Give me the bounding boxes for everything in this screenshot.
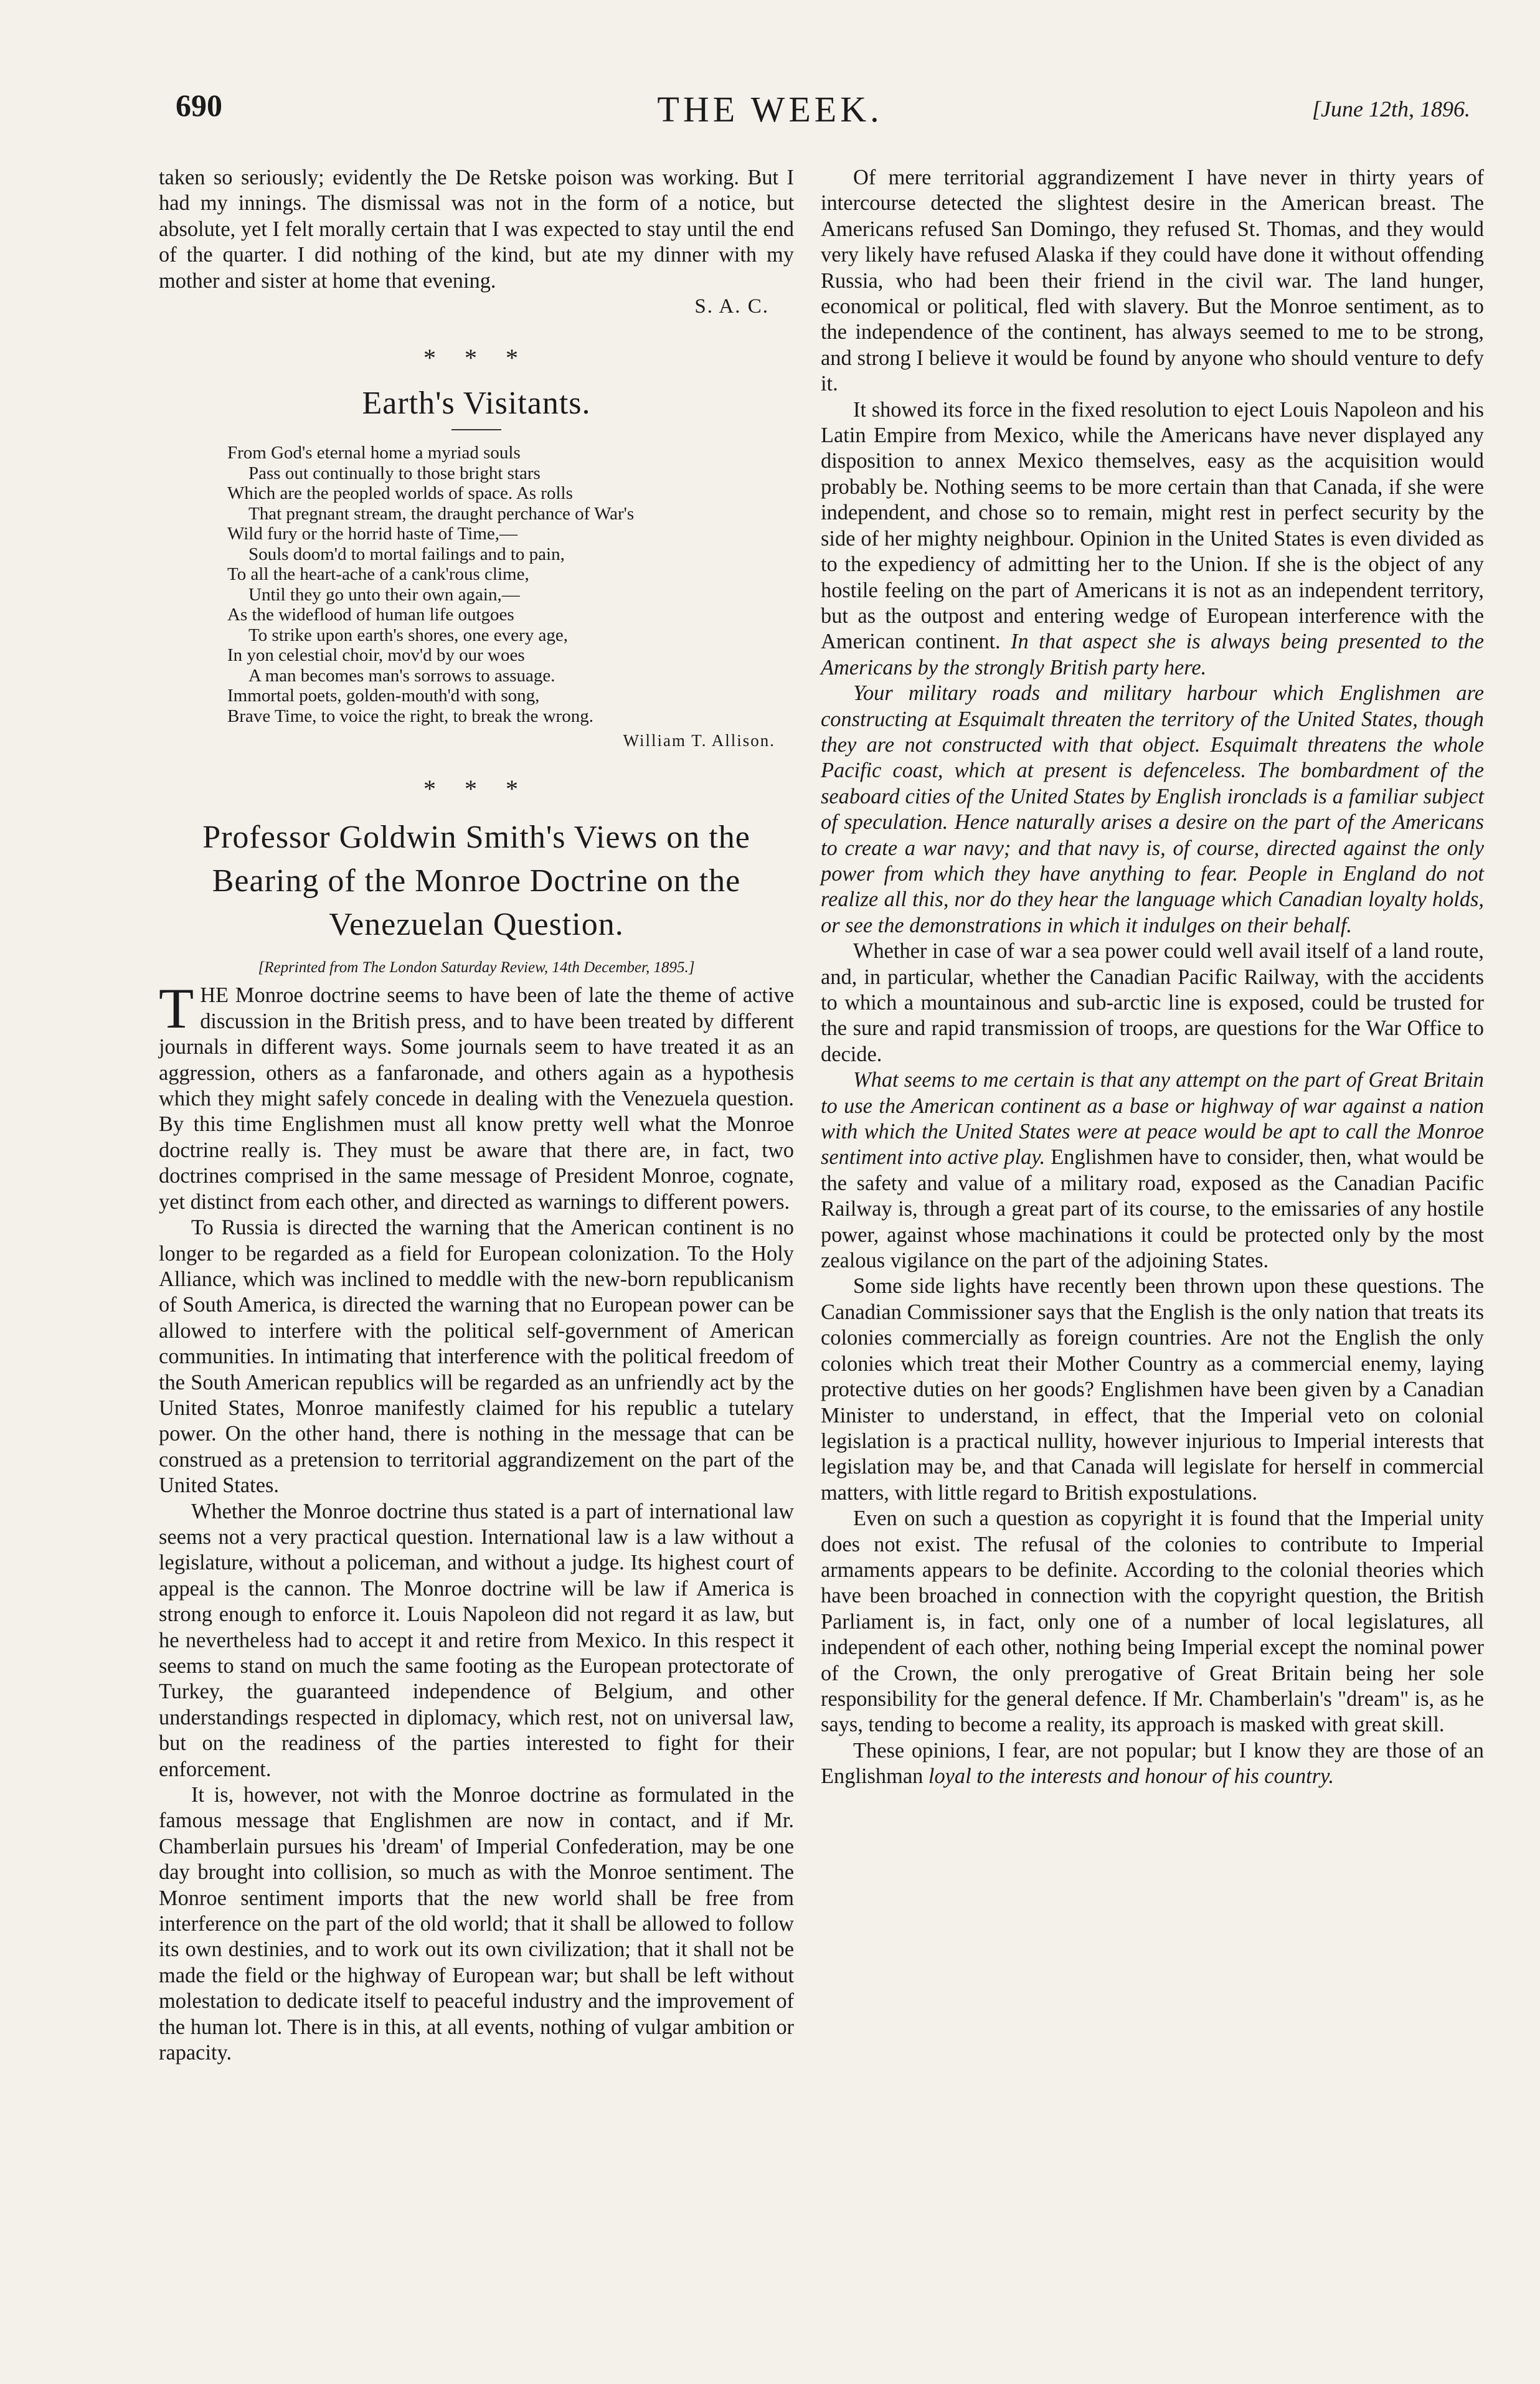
italic-text: Your military roads and military harbour which Englishmen are constructing at Esquimalt threaten the territory of the United States, though they are not constructed with that object. Esquimalt threatens the whole Pacific coast, which at present is defenceless. The bombardment of the seaboard cities of the United States by English ironclads is a familiar subject of speculation. Hence naturally arises a desire on the part of the Americans to create a war navy; and that navy is, of course, directed against the only power from which they have anything to fear. People in England do not realize all this, nor do they hear the language which Canadian loyalty holds, or see the demonstrations in which it indulges on their behalf.	[821, 681, 1484, 937]
poem-line: To all the heart-ache of a cank'rous clime,	[227, 564, 529, 585]
article-title: Professor Goldwin Smith's Views on the Bearing of the Monroe Doctrine on the Venezuelan Question.	[202, 820, 750, 943]
italic-text: In that aspect she is always being presented to the Americans by the strongly British party here.	[821, 630, 1484, 679]
section-separator: * * *	[423, 775, 529, 803]
paragraph	[821, 681, 1484, 939]
poem-line: Until they go unto their own again,—	[248, 584, 520, 605]
journal-title: THE WEEK.	[657, 89, 883, 130]
poem-body	[227, 443, 763, 726]
italic-text: loyal to the interests and honour of his country.	[928, 1764, 1335, 1789]
poem-line: Immortal poets, golden-mouth'd with song,	[227, 686, 540, 706]
drop-cap: T	[159, 977, 194, 1041]
poem-line: In yon celestial choir, mov'd by our woes	[227, 645, 525, 666]
issue-date: [June 12th, 1896.	[1312, 97, 1470, 121]
poem-line: Brave Time, to voice the right, to break the wrong.	[227, 706, 593, 726]
poem-author: William T. Allison.	[623, 731, 775, 750]
paragraph	[821, 397, 1484, 681]
page-number: 690	[176, 88, 222, 123]
paragraph-text: Englishmen have to consider, then, what would be the safety and value of a military road, exposed as the Canadian Pacific Railway is, through a great part of its course, to the emissaries of any hostile power, against whose machinations it could be protected only by the most zealous vigilance on the part of the adjoining States.	[821, 1145, 1484, 1273]
paragraph	[821, 1738, 1484, 1790]
right-column	[821, 165, 1484, 1790]
poem-line: Wild fury or the horrid haste of Time,—	[227, 524, 517, 544]
poem-line: As the wideflood of human life outgoes	[227, 605, 514, 625]
paragraph: Even on such a question as copyright it is found that the Imperial unity does not exist. The refusal of the colonies to contribute to Imperial armaments appears to be definite. According to the colonial theories which have been broached in connection with the copyright question, the British Parliament is, in fact, only one of a number of local legislatures, all independent of each other, nothing being Imperial except the nominal power of the Crown, the only prerogative of Great Britain being her sole responsibility for the general defence. If Mr. Chamberlain's "dream" is, as he says, tending to become a reality, its approach is masked with great skill.	[821, 1507, 1484, 1737]
poem-line: To strike upon earth's shores, one every age,	[248, 625, 568, 645]
section-separator: * * *	[423, 344, 529, 372]
italic-text: What seems to me certain is that any attempt on the part of Great Britain to use the American continent as a base or highway of war against a nation with which the United States were at peace would be apt to call the Monroe sentiment into active play.	[821, 1068, 1484, 1170]
title-rule	[451, 429, 501, 430]
poem-line: Pass out continually to those bright stars	[248, 463, 541, 483]
poem-line: From God's eternal home a myriad souls	[227, 443, 521, 463]
paragraph-continuation: taken so seriously; evidently the De Retske poison was working. But I had my innings. The dismissal was not in the form of a notice, but absolute, yet I felt morally certain that I was expected to stay until the end of the quarter. I did nothing of the kind, but ate my dinner with my mother and sister at home that evening.	[159, 166, 794, 293]
poem-title: Earth's Visitants.	[362, 386, 591, 422]
paragraph: It is, however, not with the Monroe doctrine as formulated in the famous message that Englishmen are now in contact, and if Mr. Chamberlain pursues his 'dream' of Imperial Confederation, may be one day brought into collision, so much as with the Monroe sentiment. The Monroe sentiment imports that the new world shall be free from interference on the part of the old world; that it shall be allowed to follow its own destinies, and to work out its own civilization; that it shall not be made the field or the highway of European war; but shall be left without molestation to dedicate itself to peaceful industry and the improvement of the human lot. There is in this, at all events, nothing of vulgar ambition or rapacity.	[159, 1783, 794, 2065]
left-column	[159, 165, 794, 2066]
paragraph-text: HE Monroe doctrine seems to have been of late the theme of active discussion in the British press, and to have been treated by different journals in different ways. Some journals seem to have treated it as an aggression, others as a fanfaronade, and others again as a hypothesis which they might safely concede in dealing with the Venezuela question. By this time Englishmen must all know pretty well what the Monroe doctrine really is. They must be aware that there are, in fact, two doctrines comprised in the same message of President Monroe, cognate, yet distinct from each other, and directed as warnings to different powers.	[159, 983, 794, 1214]
signature: S. A. C.	[694, 295, 769, 318]
paragraph-text: These opinions, I fear, are not popular; but I know they are those of an Englishman	[821, 1738, 1484, 1789]
paragraph: Whether in case of war a sea power could well avail itself of a land route, and, in particular, whether the Canadian Pacific Railway, with the accidents to which a mountainous and sub-arctic line is exposed, could be trusted for the sure and rapid transmission of troops, are questions for the War Office to decide.	[821, 939, 1484, 1066]
poem-line: Souls doom'd to mortal failings and to pain,	[248, 544, 565, 564]
paragraph: Some side lights have recently been thrown upon these questions. The Canadian Commissioner says that the English is the only nation that treats its colonies commercially as foreign countries. Are not the English the only colonies which treat their Mother Country as a commercial enemy, laying protective duties on her goods? Englishmen have been given by a Canadian Minister to understand, in effect, that the Imperial veto on colonial legislation is a practical nullity, however injurious to Imperial interests that legislation may be, and that Canada will legislate for herself in commercial matters, with little regard to British expostulations.	[821, 1274, 1484, 1505]
poem-line: Which are the peopled worlds of space. As rolls	[227, 483, 573, 504]
paragraph	[159, 977, 794, 1215]
paragraph: Whether the Monroe doctrine thus stated is a part of international law seems not a very practical question. International law is a law without a legislature, without a policeman, and without a judge. Its highest court of appeal is the cannon. The Monroe doctrine will be law if America is strong enough to enforce it. Louis Napoleon did not regard it as law, but he nevertheless had to accept it and retire from Mexico. In this respect it seems to stand on much the same footing as the European protectorate of Turkey, the guaranteed independence of Belgium, and other understandings respected in diplomacy, which rest, not on universal law, but on the readiness of the parties interested to fight for their enforcement.	[159, 1499, 794, 1781]
paragraph: Of mere territorial aggrandizement I have never in thirty years of intercourse detected the slightest desire in the American breast. The Americans refused San Domingo, they refused St. Thomas, and they would very likely have refused Alaska if they could have done it without offending Russia, who had been their friend in the civil war. The land hunger, economical or political, fled with slavery. But the Monroe sentiment, as to the independence of the continent, has always seemed to me to be strong, and strong I believe it would be found by anyone who should venture to defy it.	[821, 166, 1484, 396]
paragraph	[821, 1067, 1484, 1274]
paragraph: To Russia is directed the warning that the American continent is no longer to be regarded as a field for European colonization. To the Holy Alliance, which was inclined to meddle with the new-born republicanism of South America, is directed the warning that no European power can be allowed to interfere with the political self-government of American communities. In intimating that interference with the political freedom of the South American republics will be regarded as an unfriendly act by the United States, Monroe manifestly claimed for his republic a tutelary power. On the other hand, there is nothing in the message that can be construed as a pretension to territorial aggrandizement on the part of the United States.	[159, 1216, 794, 1498]
reprint-note: [Reprinted from The London Saturday Review, 14th December, 1895.]	[258, 959, 695, 977]
page-header	[0, 87, 1540, 137]
poem-line: A man becomes man's sorrows to assuage.	[248, 665, 555, 686]
poem-line: That pregnant stream, the draught perchance of War's	[248, 503, 635, 524]
paragraph-text: It showed its force in the fixed resolution to eject Louis Napoleon and his Latin Empire from Mexico, while the Americans have never displayed any disposition to annex Mexico themselves, easy as the acquisition would probably be. Nothing seems to be more certain than that Canada, if she were independent, and chose so to remain, might rest in perfect security by the side of her mighty neighbour. Opinion in the United States is even divided as to the expediency of admitting her to the Union. If she is the object of any hostile feeling on the part of Americans it is not as an independent territory, but as the outpost and entering wedge of European interference with the American continent.	[821, 397, 1484, 654]
